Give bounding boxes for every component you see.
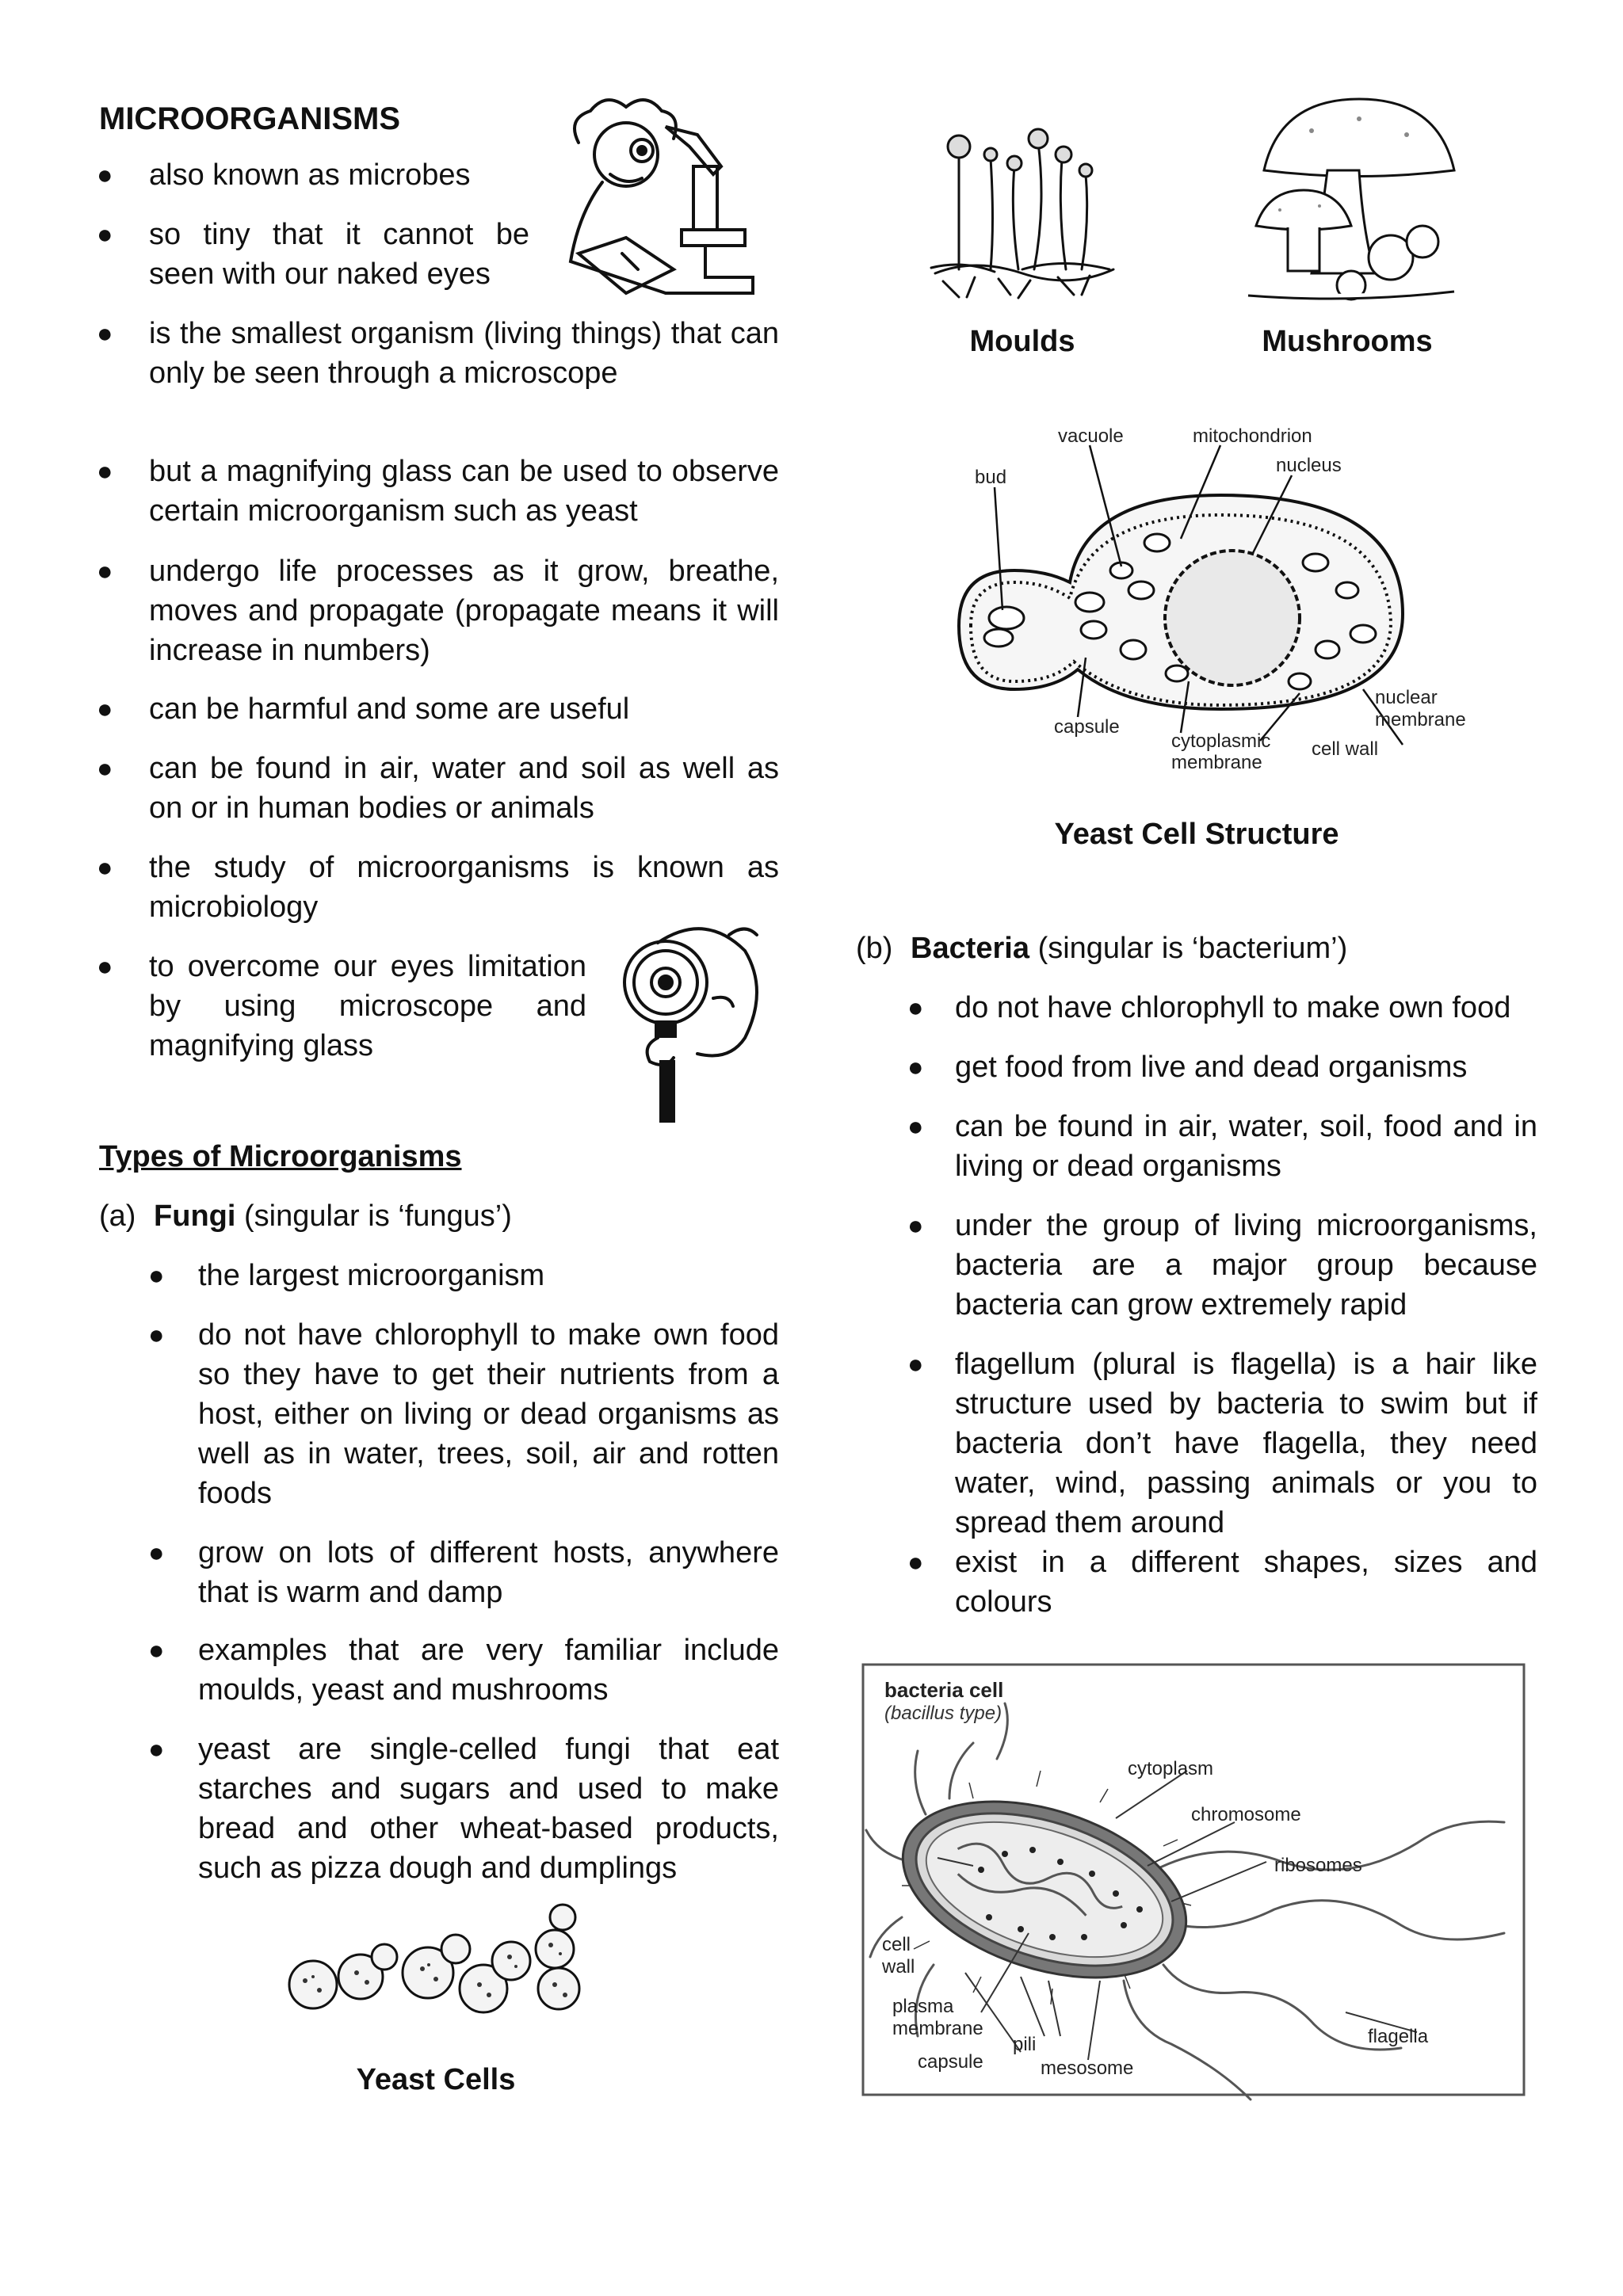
bacteria-cell-diagram [862,1664,1525,2096]
intro-bullet: can be harmful and some are useful [149,692,630,726]
bacteria-bullet: flagellum (plural is flagella) is a hair like structure used by bacteria to swim but if bacteria don’t have flagella, they need water, wind, passing animals or you to spread them around [955,1348,1537,1539]
magnifying-glass-illustration [610,911,777,1125]
yeast-cells-illustration [281,1901,598,2044]
yeast-cells-caption: Yeast Cells [356,2063,516,2096]
bacteria-label-mesosome: mesosome [1041,2058,1134,2079]
bacteria-label-chromosome: chromosome [1191,1804,1301,1825]
bacteria-label-cell: cell [882,1934,911,1955]
bacteria-heading [856,929,1569,968]
bacteria-bullet: get food from live and dead organisms [955,1051,1468,1084]
bacteria-label-wall: wall [882,1956,915,1978]
bacteria-name: Bacteria [911,932,1029,965]
bacteria-label-flagella: flagella [1368,2026,1429,2047]
yeast-label-cell-wall: cell wall [1312,738,1379,760]
bullet-dot: ● [97,219,113,250]
scientist-microscope-illustration [547,95,777,325]
bullet-dot: ● [97,753,113,784]
yeast-label-mitochondrion: mitochondrion [1193,425,1312,447]
types-heading: Types of Microorganisms [99,1140,462,1173]
bullet-dot: ● [97,952,113,982]
bullet-dot: ● [97,556,113,586]
bacteria-label-cytoplasm: cytoplasm [1128,1758,1214,1779]
intro-bullet: also known as microbes [149,158,471,192]
fungi-bullet: grow on lots of different hosts, anywhere that is warm and damp [198,1536,779,1609]
intro-bullet: can be found in air, water and soil as well as on or in human bodies or animals [149,752,779,825]
yeast-label-capsule: capsule [1054,716,1120,738]
bacteria-bullet: do not have chlorophyll to make own food [955,991,1511,1024]
yeast-label-cytoplasmic: cytoplasmic [1171,730,1271,752]
mushrooms-caption: Mushrooms [1262,325,1433,358]
intro-bullet: so tiny that it cannot be seen with our naked eyes [149,218,529,291]
bacteria-bullet: under the group of living microorganisms, bacteria are a major group because bacteria can grow extremely rapid [955,1209,1537,1322]
bullet-dot: ● [907,1349,924,1379]
mushrooms-illustration [1248,91,1454,305]
fungi-bullet: examples that are very familiar include moulds, yeast and mushrooms [198,1634,779,1707]
bacteria-marker: (b) [856,932,893,965]
yeast-label-vacuole: vacuole [1058,425,1124,447]
fungi-bullet: the largest microorganism [198,1259,545,1292]
intro-bullet: undergo life processes as it grow, breathe, moves and propagate (propagate means it will increase in numbers) [149,555,779,667]
bacteria-bullet: can be found in air, water, soil, food and in living or dead organisms [955,1110,1537,1183]
yeast-cell-structure-diagram [919,420,1490,792]
yeast-label-nucleus: nucleus [1276,455,1342,476]
bacteria-label-membrane: membrane [892,2018,983,2039]
fungi-marker: (a) [99,1199,136,1233]
bacteria-diagram-subtitle: (bacillus type) [884,1703,1002,1724]
page-title: MICROORGANISMS [99,101,400,136]
bullet-dot: ● [97,456,113,486]
bullet-dot: ● [97,694,113,724]
bullet-dot: ● [97,318,113,349]
fungi-singular: (singular is ‘fungus’) [243,1199,512,1233]
bullet-dot: ● [148,1538,165,1568]
bullet-dot: ● [907,993,924,1023]
bacteria-label-capsule: capsule [918,2051,983,2073]
yeast-label-nuclear-membrane: membrane [1375,709,1466,730]
intro-bullet: to overcome our eyes limitation by using microscope and magnifying glass [149,950,586,1062]
bullet-dot: ● [97,160,113,190]
bacteria-label-ribosomes: ribosomes [1274,1855,1362,1876]
bullet-dot: ● [148,1320,165,1350]
fungi-name: Fungi [154,1199,236,1233]
bullet-dot: ● [907,1052,924,1082]
bullet-dot: ● [907,1211,924,1241]
yeast-label-membrane: membrane [1171,752,1262,773]
fungi-bullet: yeast are single-celled fungi that eat starches and sugars and used to make bread and other wheat-based products, such as pizza dough and dumplings [198,1733,779,1885]
bacteria-bullet: exist in a different shapes, sizes and colours [955,1546,1537,1619]
intro-bullet: is the smallest organism (living things) that can only be seen through a microscope [149,317,779,390]
yeast-label-bud: bud [975,467,1007,488]
yeast-label-nuclear: nuclear [1375,687,1438,708]
bullet-dot: ● [97,852,113,883]
intro-bullet: but a magnifying glass can be used to observe certain microorganism such as yeast [149,455,779,528]
bacteria-singular: (singular is ‘bacterium’) [1037,932,1348,965]
fungi-bullet: do not have chlorophyll to make own food so they have to get their nutrients from a host, either on living or dead organisms as well as in water, trees, soil, air and rotten foods [198,1318,779,1510]
fungi-heading [99,1196,812,1236]
bullet-dot: ● [148,1261,165,1291]
bullet-dot: ● [148,1734,165,1764]
moulds-illustration [927,111,1117,301]
bacteria-diagram-title: bacteria cell [884,1678,1004,1702]
bullet-dot: ● [907,1112,924,1142]
bacteria-label-pili: pili [1013,2034,1037,2055]
moulds-caption: Moulds [969,325,1075,358]
bullet-dot: ● [148,1635,165,1665]
bullet-dot: ● [907,1547,924,1577]
intro-bullet: the study of microorganisms is known as microbiology [149,851,779,924]
bacteria-label-plasma: plasma [892,1996,954,2017]
yeast-structure-caption: Yeast Cell Structure [1054,818,1339,851]
